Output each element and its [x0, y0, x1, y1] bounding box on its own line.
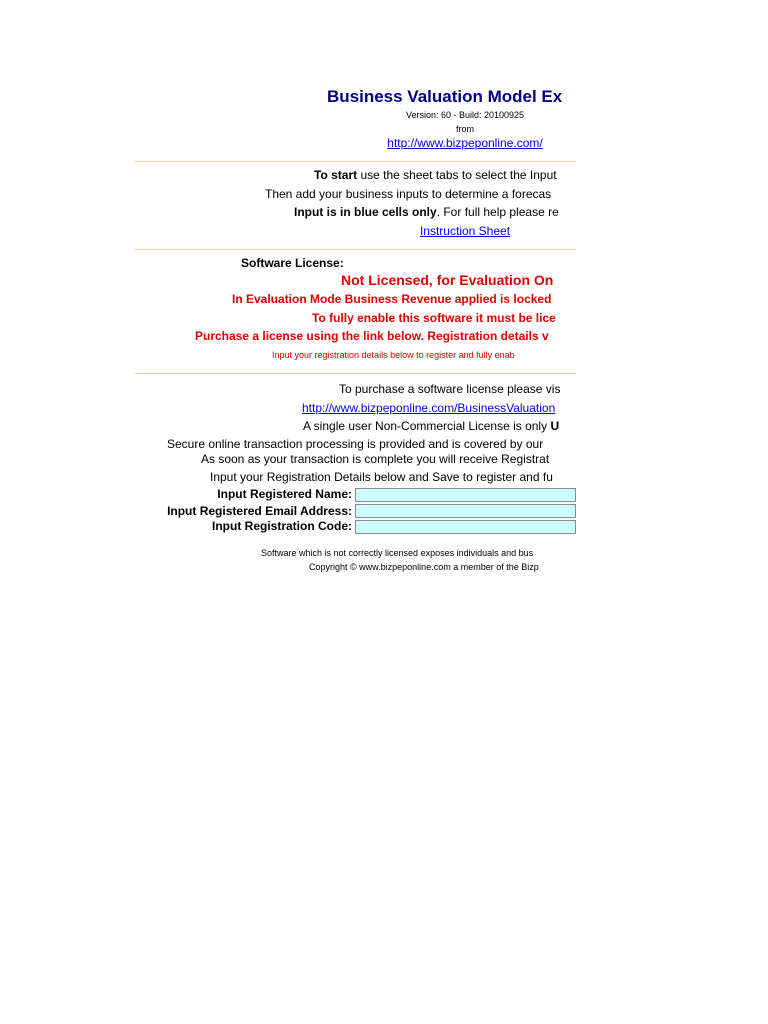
enable-notice: To fully enable this software it must be lice [312, 311, 556, 325]
instruction-sheet-link[interactable]: Instruction Sheet [419, 224, 511, 238]
license-price-bold: U [550, 419, 560, 433]
copyright: Copyright © www.bizpeponline.com a member of the Bizp [309, 562, 539, 572]
license-warning: Software which is not correctly licensed exposes individuals and bus [261, 548, 534, 558]
license-status: Not Licensed, for Evaluation On [341, 272, 554, 288]
registered-name-input[interactable] [355, 488, 576, 502]
registered-name-label: Input Registered Name: [217, 487, 352, 501]
evaluation-notice: In Evaluation Mode Business Revenue applied is locked [232, 292, 552, 306]
purchase-notice: Purchase a license using the link below. Registration details v [195, 329, 549, 343]
from-label: from [456, 124, 474, 134]
intro-line-3 [294, 205, 559, 219]
version-info: Version: 60 - Build: 20100925 [405, 110, 525, 120]
intro-line-1 [314, 168, 557, 182]
license-price-text: A single user Non-Commercial License is only [303, 419, 551, 433]
registration-email-line: As soon as your transaction is complete you will receive Registrat [201, 452, 550, 466]
intro-start-rest: use the sheet tabs to select the Input [357, 168, 557, 182]
intro-line-2: Then add your business inputs to determine a forecas [265, 187, 552, 201]
divider [135, 161, 576, 162]
website-link[interactable]: http://www.bizpeponline.com/ [387, 136, 543, 150]
purchase-line-1: To purchase a software license please vis [339, 382, 561, 396]
registration-instructions-line: Input your Registration Details below and Save to register and fu [210, 470, 553, 484]
registered-email-input[interactable] [355, 504, 576, 518]
secure-transaction-line: Secure online transaction processing is provided and is covered by our [167, 437, 544, 451]
intro-blue-cells-bold: Input is in blue cells only [294, 205, 437, 219]
divider [135, 249, 576, 250]
license-price-line [303, 419, 559, 433]
registered-email-label: Input Registered Email Address: [167, 504, 352, 518]
register-notice: Input your registration details below to register and fully enab [272, 350, 515, 360]
intro-help-rest: . For full help please re [436, 205, 559, 219]
registration-code-input[interactable] [355, 520, 576, 534]
software-license-label: Software License: [241, 256, 344, 270]
registration-code-label: Input Registration Code: [212, 519, 352, 533]
divider [135, 373, 576, 374]
intro-start-bold: To start [314, 168, 358, 182]
purchase-link[interactable]: http://www.bizpeponline.com/BusinessValuation [302, 401, 556, 415]
page-title: Business Valuation Model Ex [327, 87, 563, 106]
